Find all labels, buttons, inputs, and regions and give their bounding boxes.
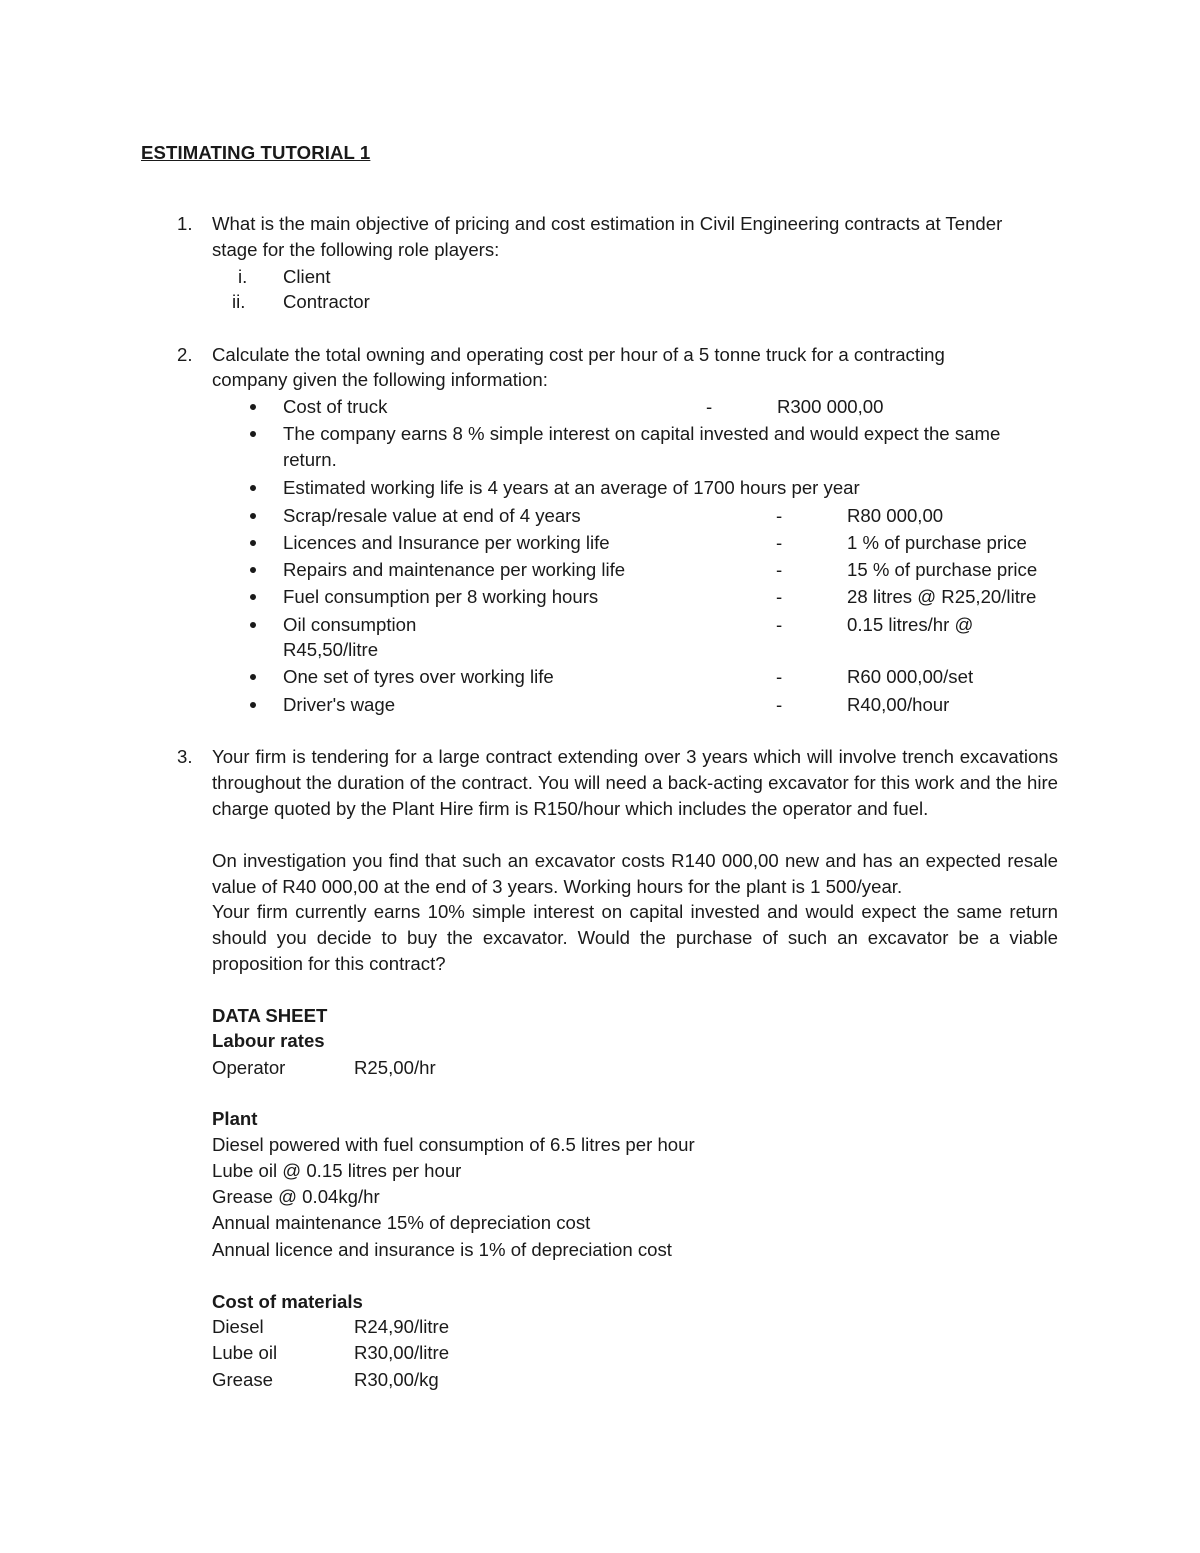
q2-text-line2: company given the following information: [212,369,548,390]
q2-item-text: Scrap/resale value at end of 4 years [283,505,581,526]
q1-text-line1: What is the main objective of pricing and cost estimation in Civil Engineering contracts at Tender [212,213,1003,234]
q2-item-text: Licences and Insurance per working life [283,532,610,553]
labour-rates-heading: Labour rates [212,1030,325,1051]
q2-item-dash: - [776,532,783,553]
material-value: R24,90/litre [354,1316,450,1337]
bullet-icon [250,513,256,519]
plant-line: Annual maintenance 15% of depreciation cost [212,1212,591,1233]
q2-item-value: 28 litres @ R25,20/litre [847,586,1037,607]
q3-paragraph-2: On investigation you find that such an excavator costs R140 000,00 new and has an expected resale value of R40 000,00 at the end of 3 years. Working hours for the plant is 1 500/year. [212,850,1058,897]
q2-text-line1: Calculate the total owning and operating cost per hour of a 5 tonne truck for a contracting [212,344,945,365]
q2-item-value: 1 % of purchase price [847,532,1027,553]
plant-line: Annual licence and insurance is 1% of depreciation cost [212,1239,672,1260]
q2-item-value: 0.15 litres/hr @ [847,614,974,635]
q2-item-dash: - [776,614,783,635]
material-label: Diesel [212,1316,264,1337]
plant-line: Diesel powered with fuel consumption of 6.5 litres per hour [212,1134,695,1155]
bullet-icon [250,594,256,600]
q2-item-text-cont: return. [283,449,337,470]
q2-item-value: R300 000,00 [777,396,884,417]
q3-number: 3. [177,746,193,767]
q2-item-value: R80 000,00 [847,505,944,526]
q2-item-text-cont: R45,50/litre [283,639,379,660]
labour-value: R25,00/hr [354,1057,436,1078]
bullet-icon [250,567,256,573]
material-label: Lube oil [212,1342,278,1363]
plant-heading: Plant [212,1108,258,1129]
q2-item-dash: - [776,559,783,580]
plant-line: Grease @ 0.04kg/hr [212,1186,380,1207]
q2-item-text: Repairs and maintenance per working life [283,559,626,580]
bullet-icon [250,674,256,680]
q1-text-line2: stage for the following role players: [212,239,500,260]
datasheet-heading: DATA SHEET [212,1005,328,1026]
q2-item-dash: - [776,694,783,715]
q2-item-dash: - [776,586,783,607]
plant-line: Lube oil @ 0.15 litres per hour [212,1160,462,1181]
bullet-icon [250,485,256,491]
q1-number: 1. [177,213,193,234]
q1-sub-number: i. [238,266,248,287]
bullet-icon [250,622,256,628]
material-label: Grease [212,1369,273,1390]
bullet-icon [250,431,256,437]
bullet-icon [250,702,256,708]
labour-label: Operator [212,1057,286,1078]
q2-item-value: R60 000,00/set [847,666,974,687]
bullet-icon [250,404,256,410]
q2-number: 2. [177,344,193,365]
q3-paragraph-3: Your firm currently earns 10% simple interest on capital invested and would expect the same return should you decide to buy the excavator. Would the purchase of such an excavator be a viable proposition for this contract? [212,901,1058,974]
q2-item-value: 15 % of purchase price [847,559,1038,580]
document-title: ESTIMATING TUTORIAL 1 [141,142,371,163]
material-value: R30,00/litre [354,1342,450,1363]
materials-heading: Cost of materials [212,1291,363,1312]
q2-item-text: One set of tyres over working life [283,666,554,687]
q2-item-text: The company earns 8 % simple interest on capital invested and would expect the same [283,423,1001,444]
q1-sub-text: Client [283,266,331,287]
q2-item-dash: - [776,666,783,687]
q2-item-dash: - [706,396,713,417]
q3-paragraph-1: Your firm is tendering for a large contract extending over 3 years which will involve trench excavations throughout the duration of the contract. You will need a back-acting excavator for this work and the hire charge quoted by the Plant Hire firm is R150/hour which includes the operator and fuel. [212,746,1058,819]
q2-item-text: Oil consumption [283,614,417,635]
q2-item-value: R40,00/hour [847,694,950,715]
q2-item-dash: - [776,505,783,526]
bullet-icon [250,540,256,546]
q2-item-text: Driver's wage [283,694,396,715]
q1-sub-text: Contractor [283,291,370,312]
q2-item-text: Cost of truck [283,396,388,417]
q2-item-text: Estimated working life is 4 years at an average of 1700 hours per year [283,477,860,498]
material-value: R30,00/kg [354,1369,439,1390]
q1-sub-number: ii. [232,291,246,312]
q2-item-text: Fuel consumption per 8 working hours [283,586,599,607]
